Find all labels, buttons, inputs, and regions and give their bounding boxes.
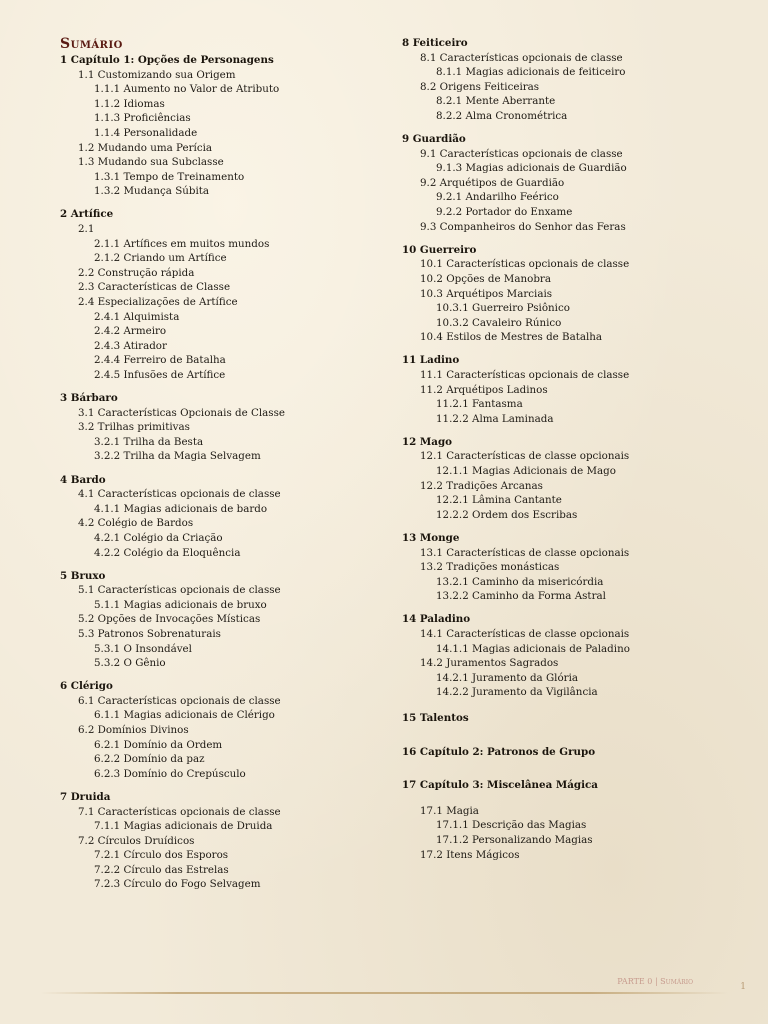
toc-subsection-entry[interactable]: 14.1.1 Magias adicionais de Paladino	[436, 642, 630, 655]
toc-subsection-entry[interactable]: 6.2.3 Domínio do Crepúsculo	[94, 767, 246, 780]
toc-subsection-entry[interactable]: 4.2.1 Colégio da Criação	[94, 531, 223, 544]
toc-section-entry[interactable]: 17.2 Itens Mágicos	[420, 848, 520, 861]
toc-section-entry[interactable]: 11.1 Características opcionais de classe	[420, 368, 630, 381]
toc-subsection-entry[interactable]: 12.2.1 Lâmina Cantante	[436, 494, 562, 507]
toc-subsection-entry[interactable]: 2.4.5 Infusões de Artífice	[94, 368, 226, 381]
toc-section-entry[interactable]: 10.2 Opções de Manobra	[420, 272, 551, 285]
toc-subsection-entry[interactable]: 13.2.1 Caminho da misericórdia	[436, 575, 604, 588]
toc-subsection-entry[interactable]: 6.2.2 Domínio da paz	[94, 753, 205, 766]
toc-subsection-entry[interactable]: 13.2.2 Caminho da Forma Astral	[436, 590, 606, 603]
toc-subsection-entry[interactable]: 7.2.3 Círculo do Fogo Selvagem	[94, 878, 261, 891]
toc-chapter-entry[interactable]: 5 Bruxo	[60, 569, 106, 582]
toc-subsection-entry[interactable]: 9.1.3 Magias adicionais de Guardião	[436, 162, 627, 175]
toc-subsection-entry[interactable]: 9.2.2 Portador do Enxame	[436, 206, 573, 219]
toc-section-entry[interactable]: 12.1 Características de classe opcionais	[420, 450, 630, 463]
toc-subsection-entry[interactable]: 5.3.1 O Insondável	[94, 642, 192, 655]
toc-subsection-entry[interactable]: 7.2.2 Círculo das Estrelas	[94, 863, 229, 876]
toc-subsection-entry[interactable]: 10.3.2 Cavaleiro Rúnico	[436, 316, 562, 329]
toc-chapter-entry[interactable]: 16 Capítulo 2: Patronos de Grupo	[402, 745, 596, 758]
toc-subsection-entry[interactable]: 6.1.1 Magias adicionais de Clérigo	[94, 709, 275, 722]
toc-section-entry[interactable]: 4.2 Colégio de Bardos	[78, 517, 194, 530]
footer-divider	[40, 992, 728, 994]
toc-section-entry[interactable]: 5.3 Patronos Sobrenaturais	[78, 627, 221, 640]
toc-section-entry[interactable]: 1.2 Mudando uma Perícia	[78, 141, 213, 154]
toc-subsection-entry[interactable]: 11.2.2 Alma Laminada	[436, 412, 554, 425]
toc-chapter-entry[interactable]: 3 Bárbaro	[60, 392, 118, 405]
toc-subsection-entry[interactable]: 10.3.1 Guerreiro Psiônico	[436, 302, 570, 315]
toc-subsection-entry[interactable]: 2.4.2 Armeiro	[94, 325, 167, 338]
toc-subsection-entry[interactable]: 1.1.2 Idiomas	[94, 97, 165, 110]
toc-subsection-entry[interactable]: 2.4.4 Ferreiro de Batalha	[94, 354, 226, 367]
toc-section-entry[interactable]: 9.2 Arquétipos de Guardião	[420, 176, 565, 189]
toc-section-entry[interactable]: 6.1 Características opcionais de classe	[78, 694, 281, 707]
toc-subsection-entry[interactable]: 17.1.2 Personalizando Magias	[436, 833, 593, 846]
toc-right-column	[402, 36, 742, 862]
toc-section-entry[interactable]: 3.2 Trilhas primitivas	[78, 421, 190, 434]
toc-chapter-entry[interactable]: 1 Capítulo 1: Opções de Personagens	[60, 54, 274, 66]
toc-chapter-entry[interactable]: 14 Paladino	[402, 613, 471, 626]
toc-section-entry[interactable]: 2.4 Especializações de Artífice	[78, 296, 238, 308]
toc-chapter-entry[interactable]: 2 Artífice	[60, 208, 114, 221]
toc-section-entry[interactable]: 4.1 Características opcionais de classe	[78, 488, 281, 501]
toc-chapter-entry[interactable]: 17 Capítulo 3: Miscelânea Mágica	[402, 779, 598, 792]
toc-subsection-entry[interactable]: 8.2.1 Mente Aberrante	[436, 95, 556, 108]
toc-section-entry[interactable]: 14.1 Características de classe opcionais	[420, 627, 630, 640]
toc-section-entry[interactable]: 13.2 Tradições monásticas	[420, 561, 560, 574]
toc-chapter-entry[interactable]: 12 Mago	[402, 435, 453, 448]
toc-section-entry[interactable]: 6.2 Domínios Divinos	[78, 724, 189, 737]
toc-chapter-entry[interactable]: 7 Druida	[60, 790, 111, 803]
toc-subsection-entry[interactable]: 2.4.3 Atirador	[94, 339, 167, 352]
toc-subsection-entry[interactable]: 2.4.1 Alquimista	[94, 310, 180, 323]
toc-subsection-entry[interactable]: 14.2.1 Juramento da Glória	[436, 671, 579, 684]
toc-section-entry[interactable]: 5.1 Características opcionais de classe	[78, 584, 281, 597]
toc-subsection-entry[interactable]: 1.1.4 Personalidade	[94, 126, 198, 139]
toc-subsection-entry[interactable]: 6.2.1 Domínio da Ordem	[94, 738, 223, 751]
toc-subsection-entry[interactable]: 11.2.1 Fantasma	[436, 398, 523, 411]
toc-subsection-entry[interactable]: 7.2.1 Círculo dos Esporos	[94, 849, 229, 862]
toc-section-entry[interactable]: 3.1 Características Opcionais de Classe	[78, 406, 285, 419]
toc-subsection-entry[interactable]: 1.3.1 Tempo de Treinamento	[94, 170, 245, 183]
toc-right-list	[402, 36, 742, 862]
toc-chapter-entry[interactable]: 6 Clérigo	[60, 680, 113, 693]
toc-subsection-entry[interactable]: 12.1.1 Magias Adicionais de Mago	[436, 465, 616, 478]
toc-subsection-entry[interactable]: 8.2.2 Alma Cronométrica	[436, 109, 568, 122]
toc-subsection-entry[interactable]: 4.1.1 Magias adicionais de bardo	[94, 502, 268, 515]
toc-section-entry[interactable]: 8.1 Características opcionais de classe	[420, 51, 623, 64]
toc-section-entry[interactable]: 2.2 Construção rápida	[78, 266, 195, 279]
toc-chapter-entry[interactable]: 13 Monge	[402, 531, 460, 544]
toc-subsection-entry[interactable]: 5.1.1 Magias adicionais de bruxo	[94, 598, 267, 611]
toc-subsection-entry[interactable]: 7.1.1 Magias adicionais de Druida	[94, 820, 273, 833]
toc-section-entry[interactable]: 1.3 Mudando sua Subclasse	[78, 156, 224, 169]
toc-left-list	[60, 53, 380, 892]
toc-left-column	[60, 36, 380, 892]
toc-section-entry[interactable]: 10.4 Estilos de Mestres de Batalha	[420, 331, 603, 344]
toc-section-entry[interactable]: 10.1 Características opcionais de classe	[420, 258, 630, 271]
toc-section-entry[interactable]: 9.3 Companheiros do Senhor das Feras	[420, 220, 626, 233]
toc-subsection-entry[interactable]: 3.2.2 Trilha da Magia Selvagem	[94, 450, 261, 463]
toc-section-entry[interactable]: 17.1 Magia	[420, 804, 479, 817]
toc-section-entry[interactable]: 1.1 Customizando sua Origem	[78, 68, 236, 81]
toc-section-entry[interactable]: 13.1 Características de classe opcionais	[420, 546, 630, 559]
toc-subsection-entry[interactable]: 1.3.2 Mudança Súbita	[94, 185, 210, 198]
toc-chapter-entry[interactable]: 15 Talentos	[402, 711, 469, 724]
toc-subsection-entry[interactable]: 12.2.2 Ordem dos Escribas	[436, 508, 578, 521]
toc-section-entry[interactable]: 10.3 Arquétipos Marciais	[420, 287, 553, 300]
toc-subsection-entry[interactable]: 1.1.1 Aumento no Valor de Atributo	[94, 83, 280, 96]
toc-chapter-entry[interactable]: 11 Ladino	[402, 354, 460, 367]
toc-section-entry[interactable]: 2.3 Características de Classe	[78, 281, 231, 294]
toc-subsection-entry[interactable]: 2.1.2 Criando um Artífice	[94, 252, 227, 265]
toc-section-entry[interactable]: 8.2 Origens Feiticeiras	[420, 80, 540, 93]
page-number: 1	[740, 982, 746, 992]
toc-section-entry[interactable]: 7.1 Características opcionais de classe	[78, 805, 281, 818]
toc-subsection-entry[interactable]: 3.2.1 Trilha da Besta	[94, 435, 204, 448]
toc-chapter-entry[interactable]: 10 Guerreiro	[402, 243, 477, 256]
toc-subsection-entry[interactable]: 2.1.1 Artífices em muitos mundos	[94, 237, 270, 250]
toc-section-entry[interactable]: 7.2 Círculos Druídicos	[78, 834, 195, 847]
toc-section-entry[interactable]: 5.2 Opções de Invocações Místicas	[78, 613, 261, 626]
toc-chapter-entry[interactable]: 8 Feiticeiro	[402, 37, 468, 49]
toc-section-entry[interactable]: 2.1	[78, 223, 95, 236]
toc-subsection-entry[interactable]: 4.2.2 Colégio da Eloquência	[94, 546, 241, 559]
toc-section-entry[interactable]: 14.2 Juramentos Sagrados	[420, 657, 559, 670]
toc-subsection-entry[interactable]: 14.2.2 Juramento da Vigilância	[436, 686, 598, 699]
toc-subsection-entry[interactable]: 17.1.1 Descrição das Magias	[436, 819, 587, 832]
toc-chapter-entry[interactable]: 4 Bardo	[60, 473, 106, 486]
toc-chapter-entry[interactable]: 9 Guardião	[402, 133, 466, 146]
toc-subsection-entry[interactable]: 8.1.1 Magias adicionais de feiticeiro	[436, 66, 626, 79]
toc-section-entry[interactable]: 9.1 Características opcionais de classe	[420, 147, 623, 160]
toc-title: Sumário	[60, 36, 123, 52]
toc-section-entry[interactable]: 11.2 Arquétipos Ladinos	[420, 383, 548, 396]
toc-section-entry[interactable]: 12.2 Tradições Arcanas	[420, 479, 543, 492]
toc-subsection-entry[interactable]: 1.1.3 Proficiências	[94, 112, 191, 125]
toc-subsection-entry[interactable]: 5.3.2 O Gênio	[94, 657, 166, 670]
footer-label: PARTE 0 | Sumário	[617, 977, 693, 986]
toc-subsection-entry[interactable]: 9.2.1 Andarilho Feérico	[436, 191, 559, 204]
